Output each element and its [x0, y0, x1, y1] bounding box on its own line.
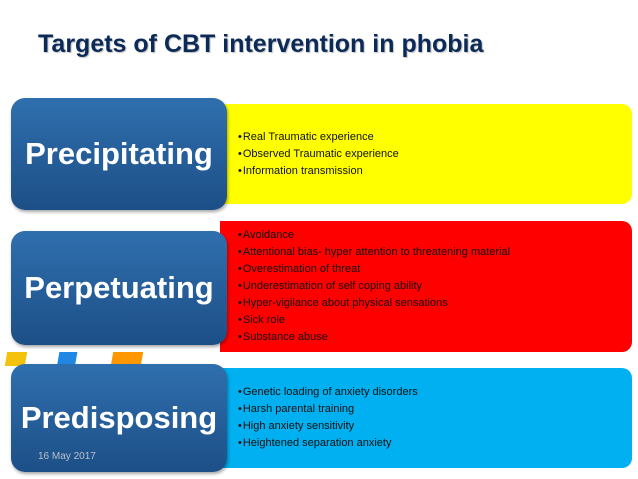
- list-item: • Genetic loading of anxiety disorders: [238, 384, 632, 401]
- list-item: • Harsh parental training: [238, 401, 632, 418]
- slide-title: Targets of CBT intervention in phobia: [38, 30, 484, 58]
- list-item: • Hyper-vigilance about physical sensations: [238, 295, 632, 312]
- perpetuating-label-box: [11, 231, 227, 345]
- footer-date: 16 May 2017: [38, 451, 96, 462]
- precipitating-label: Precipitating: [25, 136, 213, 171]
- precipitating-content-box: [220, 104, 632, 204]
- list-item: • Overestimation of threat: [238, 261, 632, 278]
- list-item: • High anxiety sensitivity: [238, 418, 632, 435]
- list-item: • Heightened separation anxiety: [238, 435, 632, 452]
- list-item: • Real Traumatic experience: [238, 129, 632, 146]
- perpetuating-label: Perpetuating: [24, 270, 214, 305]
- perpetuating-content-box: [220, 221, 632, 352]
- list-item: • Observed Traumatic experience: [238, 146, 632, 163]
- list-item: • Attentional bias- hyper attention to threatening material: [238, 244, 632, 261]
- list-item: • Avoidance: [238, 227, 632, 244]
- list-item: • Substance abuse: [238, 329, 632, 346]
- list-item: • Sick role: [238, 312, 632, 329]
- precipitating-label-box: [11, 98, 227, 210]
- predisposing-label: Predisposing: [20, 400, 218, 435]
- list-item: • Underestimation of self coping ability: [238, 278, 632, 295]
- predisposing-content-box: [220, 368, 632, 468]
- list-item: • Information transmission: [238, 163, 632, 180]
